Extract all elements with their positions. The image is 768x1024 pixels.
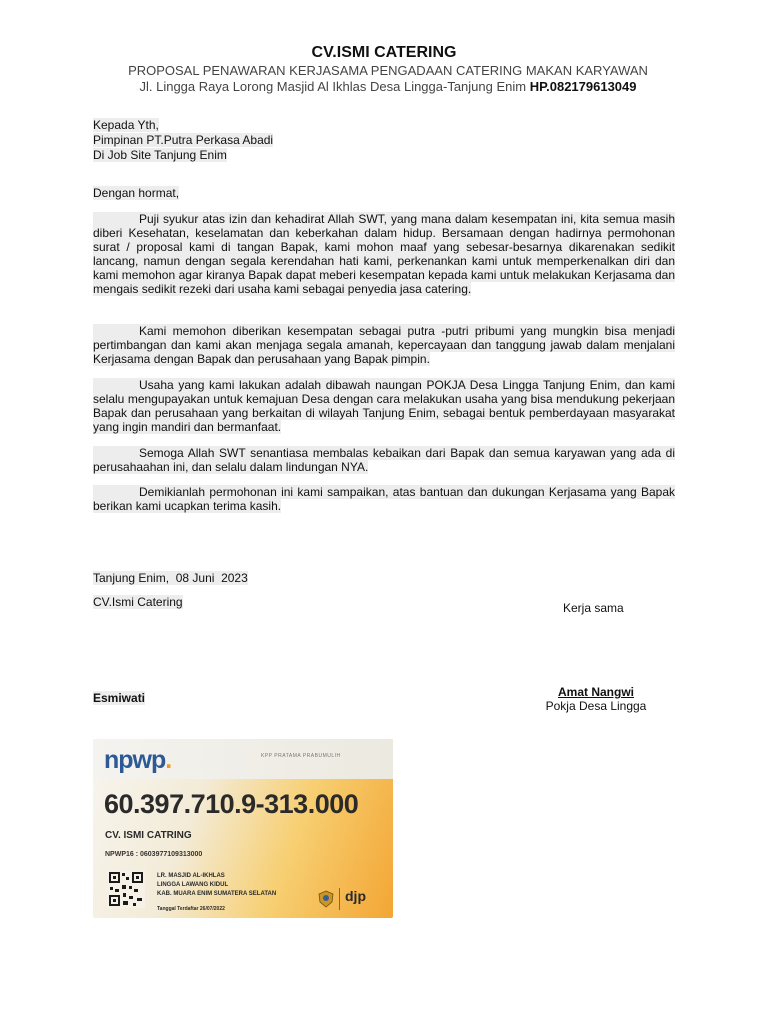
signer-left [93,691,145,705]
cooperation-label: Kerja sama [563,601,624,615]
card-address-line: LR. MASJID AL-IKHLAS [157,873,225,879]
closing-company-text: CV.Ismi Catering [93,595,183,609]
npwp-logo: npwp. [104,746,172,774]
address-line [93,79,683,94]
recipient-line-2: Pimpinan PT.Putra Perkasa Abadi [93,133,274,147]
registered-date: Tanggal Terdaftar 26/07/2022 [157,906,225,912]
address-text: Jl. Lingga Raya Lorong Masjid Al Ikhlas Desa Lingga-Tanjung Enim [139,79,527,94]
closing-company [93,595,183,609]
body-paragraph-1 [93,212,675,296]
signer-right-title: Pokja Desa Lingga [545,699,647,713]
body-paragraph-4 [93,446,675,474]
npwp-number: 60.397.710.9-313.000 [104,789,359,819]
qr-code-icon [107,870,145,908]
tax-office: KPP PRATAMA PRABUMULIH [261,753,341,759]
place-date [93,571,248,585]
ministry-emblem-icon [317,890,335,908]
paragraph-text: Kami memohon diberikan kesempatan sebagai putra -putri pribumi yang mungkin bisa menjadi pertimbangan dan kami akan menjaga segala amanah, kepercayaan dan tanggung jawab dalam menjalani Kerjasama dengan Bapak dan perusahaan yang Bapak pimpin. [93,324,675,366]
company-title: CV.ISMI CATERING [311,44,457,61]
card-company-name: CV. ISMI CATRING [105,830,192,841]
npwp-card-image [93,739,393,918]
paragraph-text: Semoga Allah SWT senantiasa membalas kebaikan dari Bapak dan semua karyawan yang ada di perusahaahan ini, dan selalu dalam lindungan NYA. [93,446,675,474]
recipient-line-3: Di Job Site Tanjung Enim [93,148,227,162]
paragraph-text: Demikianlah permohonan ini kami sampaikan, atas bantuan dan dukungan Kerjasama yang Bapak berikan kami ucapkan terima kasih. [93,485,675,513]
greeting-text: Dengan hormat, [93,186,180,200]
recipient-block [93,118,273,162]
body-paragraph-5 [93,485,675,513]
paragraph-text: Usaha yang kami lakukan adalah dibawah naungan POKJA Desa Lingga Tanjung Enim, dan kami selalu mengupayakan untuk kemajuan Desa dengan cara melakukan usaha yang bisa mendukung pekerjaan Bapak dan perusahaan yang berkaitan di wilayah Tanjung Enim, sebagai bentuk pemberdayaan masyarakat yang ingin mandiri dan bermanfaat. [93,378,675,434]
place-date-text: Tanjung Enim, 08 Juni 2023 [93,571,248,585]
card-divider [339,888,340,910]
paragraph-text: Puji syukur atas izin dan kehadirat Allah SWT, yang mana dalam kesempatan ini, kita semua masih diberi Kesehatan, keselamatan dan keberkahan dalam hidup. Bersamaan dengan hadirnya permohonan surat / proposal kami di tangan Bapak, kami mohon maaf yang sebesar-besarnya dikarenakan sedikit lancang, namun dengan segala kerendahan hati kami, perkenankan kami untuk memperkenalkan diri dan kami memohon agar kiranya Bapak dapat meberi kesempatan kepada kami untuk melakukan Kerjasama dan mengais sedikit rezeki dari usaha kami sebagai penyedia jasa catering. [93,212,675,296]
npwp-logo-text: npwp [104,746,166,774]
signer-right [540,685,652,713]
recipient-line-1: Kepada Yth, [93,118,159,132]
body-paragraph-3 [93,378,675,434]
card-address-line: KAB. MUARA ENIM SUMATERA SELATAN [157,891,277,897]
npwp16-number: NPWP16 : 0603977109313000 [105,851,203,858]
greeting [93,186,179,200]
proposal-subtitle: PROPOSAL PENAWARAN KERJASAMA PENGADAAN CATERING MAKAN KARYAWAN [128,63,648,78]
card-address-line: LINGGA LAWANG KIDUL [157,882,229,888]
phone-number: HP.082179613049 [529,79,637,94]
signer-left-name: Esmiwati [93,691,146,705]
card-address [157,872,276,899]
signer-right-name: Amat Nangwi [557,685,634,699]
djp-logo: djp [345,888,366,904]
body-paragraph-2 [93,324,675,366]
